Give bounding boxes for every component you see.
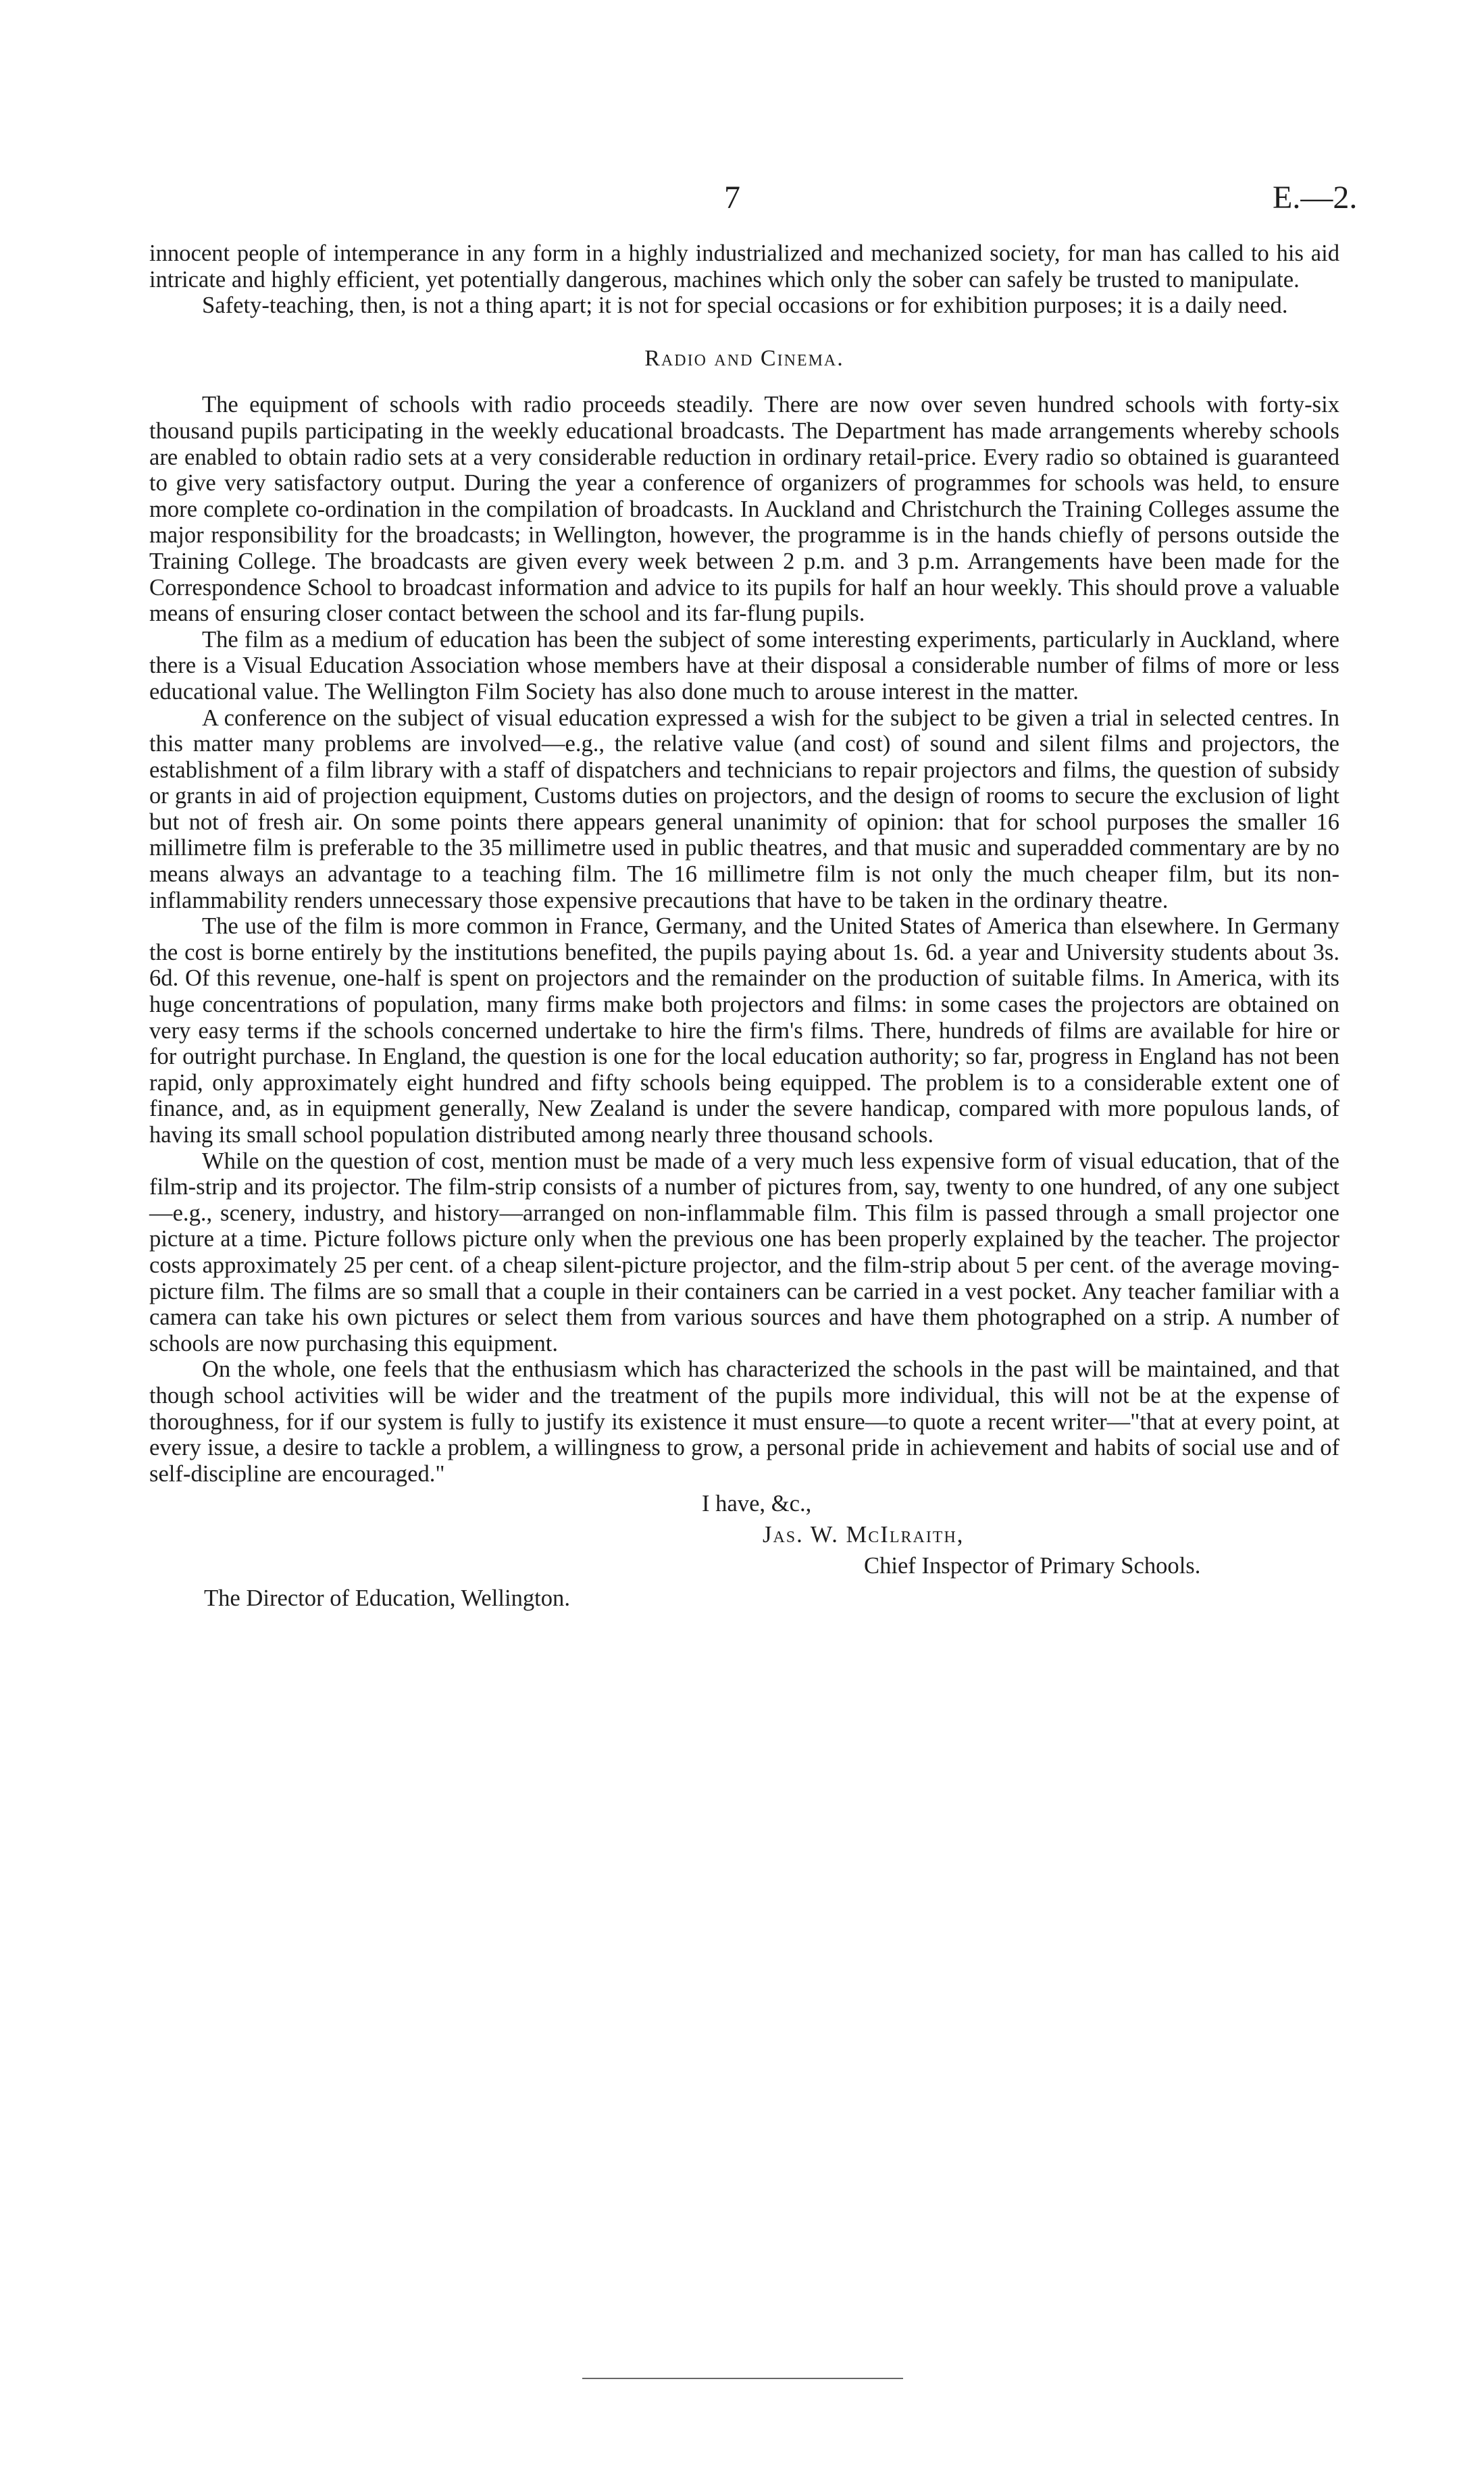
closing-greeting: I have, &c., (702, 1491, 812, 1517)
signatory-name: Jas. W. McIlraith, (763, 1522, 965, 1548)
page-header (0, 179, 1484, 226)
page-number: 7 (724, 180, 740, 215)
paragraph-conclusion: On the whole, one feels that the enthusiasm which has characterized the schools in the past will be maintained, and that though school activities will be wider and the treatment of the pupils more individual, this will not be at the expense of thoroughness, for if our system is fully to justify its existence it must ensure—to quote a recent writer—"that at every point, at every issue, a desire to tackle a problem, a willingness to grow, a personal pride in achievement and habits of social use and of self-discipline are encouraged." (149, 1356, 1339, 1487)
paragraph-continuation: innocent people of intemperance in any form in a highly industrialized and mechanized society, for man has called to his aid intricate and highly efficient, yet potentially dangerous, machines which only the sober can safely be trusted to manipulate. (149, 240, 1339, 292)
end-rule (582, 2378, 903, 2379)
paragraph-film-strip: While on the question of cost, mention must be made of a very much less expensive form of visual education, that of the film-strip and its projector. The film-strip consists of a number of pictures from, say, twenty to one hundred, of any one subject—e.g., scenery, industry, and history—arranged on non-inflammable film. This film is passed through a small projector one picture at a time. Picture follows picture only when the previous one has been properly explained by the teacher. The projector costs approximately 25 per cent. of a cheap silent-picture projector, and the film-strip about 5 per cent. of the average moving-picture film. The films are so small that a couple in their containers can be carried in a vest pocket. Any teacher familiar with a camera can take his own pictures or select them from various sources and have them photographed on a strip. A number of schools are now purchasing this equipment. (149, 1148, 1339, 1356)
closing-block (149, 1491, 1339, 1616)
paragraph-film-medium: The film as a medium of education has been the subject of some interesting experiments, particularly in Auckland, where there is a Visual Education Association whose members have at their disposal a considerable number of films of more or less educational value. The Wellington Film Society has also done much to arouse interest in the matter. (149, 626, 1339, 705)
addressee: The Director of Education, Wellington. (204, 1585, 570, 1612)
signatory-title: Chief Inspector of Primary Schools. (864, 1553, 1201, 1579)
paragraph-film-abroad: The use of the film is more common in France, Germany, and the United States of America than elsewhere. In Germany the cost is borne entirely by the institutions benefited, the pupils paying about 1s. 6d. a year and University students about 3s. 6d. Of this revenue, one-half is spent on projectors and the remainder on the production of suitable films. In America, with its huge concentrations of population, many firms make both projectors and films: in some cases the projectors are obtained on very easy terms if the schools concerned undertake to hire the firm's films. There, hundreds of films are available for hire or for outright purchase. In England, the question is one for the local education authority; so far, progress in England has not been rapid, only approximately eight hundred and fifty schools being equipped. The problem is to a considerable extent one of finance, and, as in equipment generally, New Zealand is under the severe handicap, compared with more populous lands, of having its small school population distributed among nearly three thousand schools. (149, 913, 1339, 1148)
document-reference: E.—2. (1273, 180, 1358, 215)
section-heading: Radio and Cinema. (644, 345, 844, 371)
body-text (149, 240, 1339, 1616)
paragraph-radio: The equipment of schools with radio proceeds steadily. There are now over seven hundred schools with forty-six thousand pupils participating in the weekly educational broadcasts. The Department has made arrangements whereby schools are enabled to obtain radio sets at a very considerable reduction in ordinary retail-price. Every radio so obtained is guaranteed to give very satisfactory output. During the year a conference of organizers of programmes for schools was held, to ensure more complete co-ordination in the compilation of broadcasts. In Auckland and Christchurch the Training Colleges assume the major responsibility for the broadcasts; in Wellington, however, the programme is in the hands chiefly of persons outside the Training College. The broadcasts are given every week between 2 p.m. and 3 p.m. Arrangements have been made for the Correspondence School to broadcast information and advice to its pupils for half an hour weekly. This should prove a valuable means of ensuring closer contact between the school and its far-flung pupils. (149, 392, 1339, 627)
paragraph-visual-education-conference: A conference on the subject of visual education expressed a wish for the subject to be given a trial in selected centres. In this matter many problems are involved—e.g., the relative value (and cost) of sound and silent films and projectors, the establishment of a film library with a staff of dispatchers and technicians to repair projectors and films, the question of subsidy or grants in aid of projection equipment, Customs duties on projectors, and the design of rooms to secure the exclusion of light but not of fresh air. On some points there appears general unanimity of opinion: that for school purposes the smaller 16 millimetre film is preferable to the 35 millimetre used in public theatres, and that music and superadded commentary are by no means always an advantage to a teaching film. The 16 millimetre film is not only the much cheaper film, but its non-inflammability renders unnecessary those expensive precautions that have to be taken in the ordinary theatre. (149, 705, 1339, 913)
paragraph-safety-teaching: Safety-teaching, then, is not a thing apart; it is not for special occasions or for exhibition purposes; it is a daily need. (202, 292, 1288, 319)
